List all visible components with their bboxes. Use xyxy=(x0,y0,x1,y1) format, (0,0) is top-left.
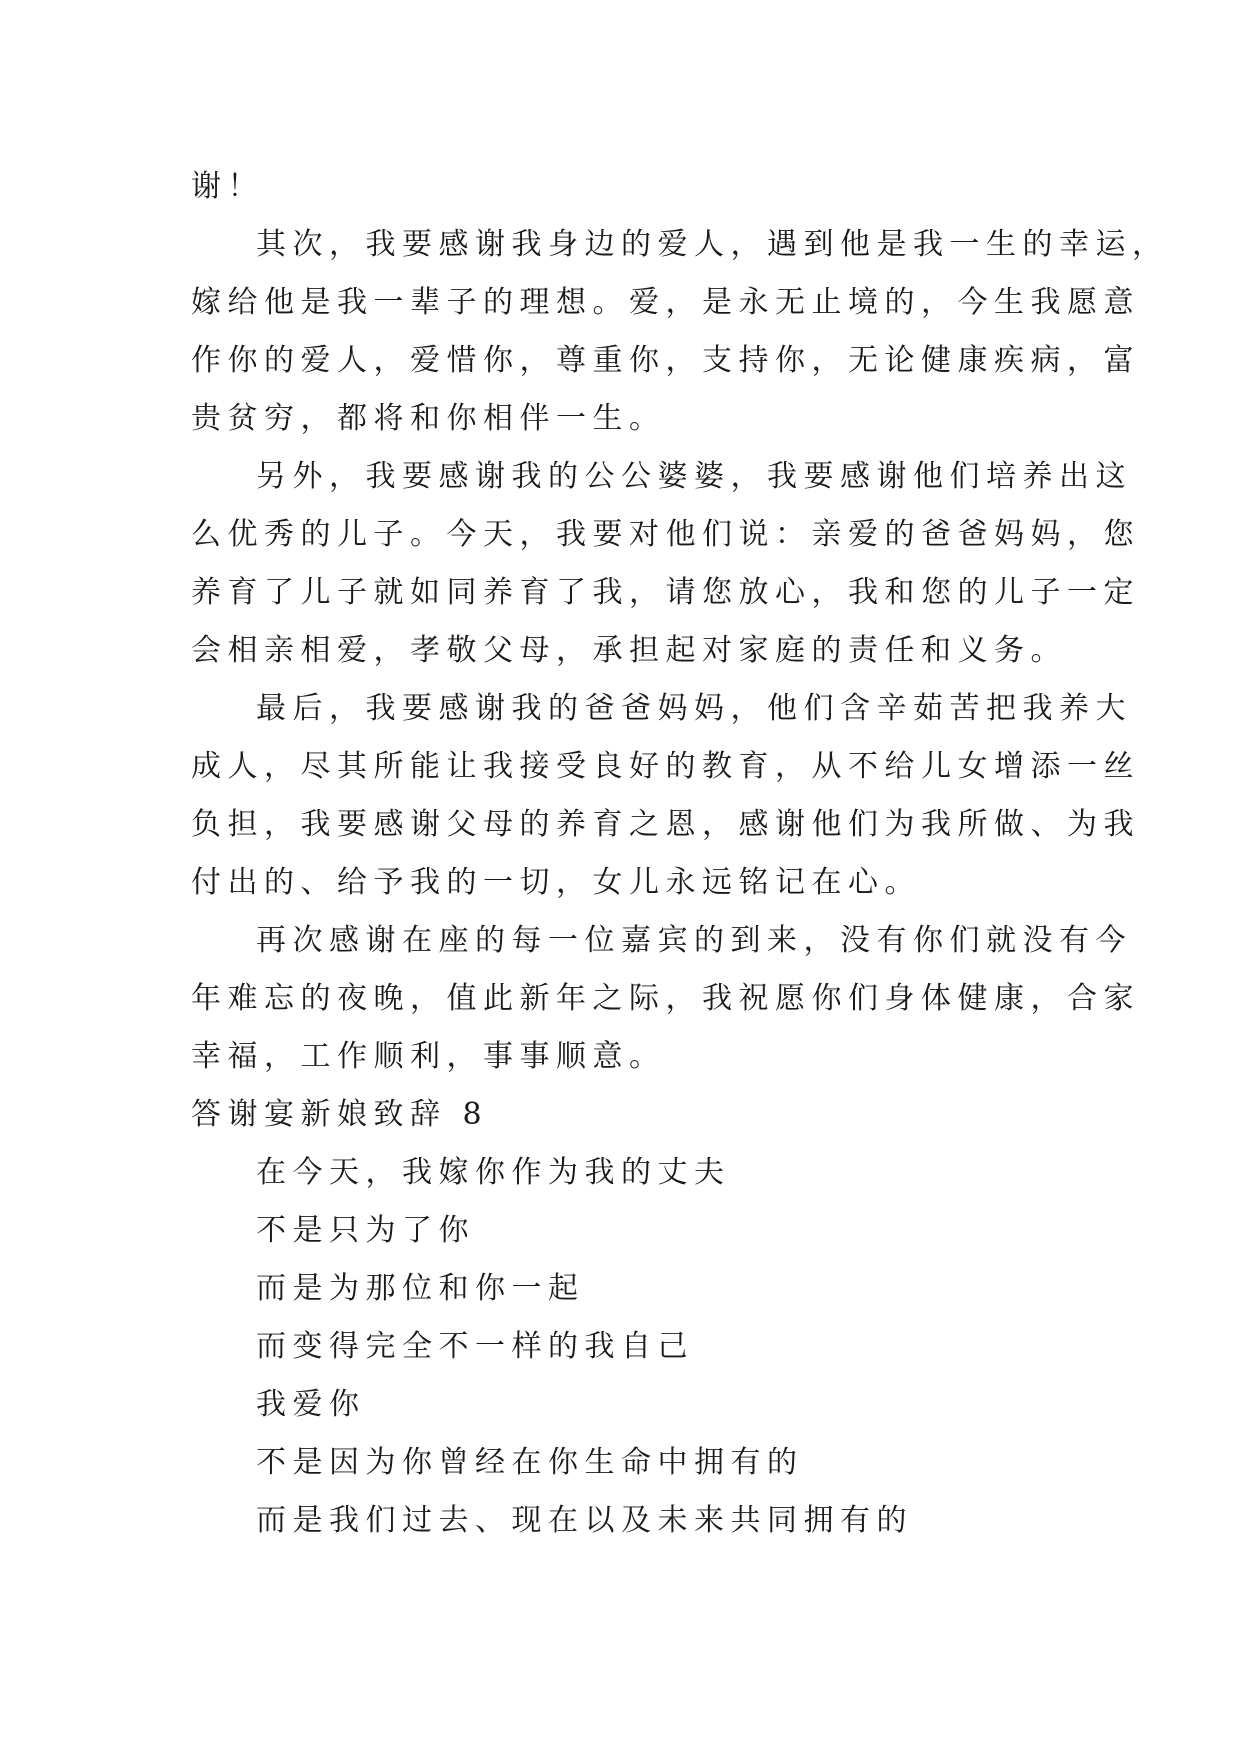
paragraph-line: 最后，我要感谢我的爸爸妈妈，他们含辛茹苦把我养大 xyxy=(256,691,1132,726)
section-heading: 答谢宴新娘致辞 8 xyxy=(191,1097,489,1132)
paragraph-line: 其次，我要感谢我身边的爱人，遇到他是我一生的幸运， xyxy=(256,227,1169,262)
poem-line: 而变得完全不一样的我自己 xyxy=(256,1329,694,1364)
paragraph-line: 会相亲相爱，孝敬父母，承担起对家庭的责任和义务。 xyxy=(191,633,1067,668)
poem-line: 在今天，我嫁你作为我的丈夫 xyxy=(256,1155,731,1190)
paragraph-line: 再次感谢在座的每一位嘉宾的到来，没有你们就没有今 xyxy=(256,923,1132,958)
paragraph-line: 贵贫穷，都将和你相伴一生。 xyxy=(191,401,666,436)
poem-line: 我爱你 xyxy=(256,1387,366,1422)
paragraph-line: 成人，尽其所能让我接受良好的教育，从不给儿女增添一丝 xyxy=(191,749,1140,784)
paragraph-line: 负担，我要感谢父母的养育之恩，感谢他们为我所做、为我 xyxy=(191,807,1140,842)
paragraph-line: 另外，我要感谢我的公公婆婆，我要感谢他们培养出这 xyxy=(256,459,1132,494)
paragraph-line: 嫁给他是我一辈子的理想。爱，是永无止境的，今生我愿意 xyxy=(191,285,1140,320)
document-body xyxy=(191,158,1169,1550)
paragraph-line: 年难忘的夜晚，值此新年之际，我祝愿你们身体健康，合家 xyxy=(191,981,1140,1016)
paragraph-thanks-husband xyxy=(191,216,1169,448)
poem-line: 而是我们过去、现在以及未来共同拥有的 xyxy=(256,1503,913,1538)
paragraph-continuation-line: 谢！ xyxy=(191,169,264,204)
paragraph-thanks-in-laws xyxy=(191,448,1140,680)
poem-line: 而是为那位和你一起 xyxy=(256,1271,585,1306)
paragraph-line: 养育了儿子就如同养育了我，请您放心，我和您的儿子一定 xyxy=(191,575,1140,610)
paragraph-line: 作你的爱人，爱惜你，尊重你，支持你，无论健康疾病，富 xyxy=(191,343,1140,378)
paragraph-line: 付出的、给予我的一切，女儿永远铭记在心。 xyxy=(191,865,921,900)
poem-line: 不是因为你曾经在你生命中拥有的 xyxy=(256,1445,804,1480)
paragraph-line: 么优秀的儿子。今天，我要对他们说：亲爱的爸爸妈妈，您 xyxy=(191,517,1140,552)
paragraph-line: 幸福，工作顺利，事事顺意。 xyxy=(191,1039,666,1074)
poem-line: 不是只为了你 xyxy=(256,1213,475,1248)
paragraph-thanks-guests xyxy=(191,912,1140,1086)
paragraph-thanks-parents xyxy=(191,680,1140,912)
poem-block xyxy=(191,1144,1061,1550)
